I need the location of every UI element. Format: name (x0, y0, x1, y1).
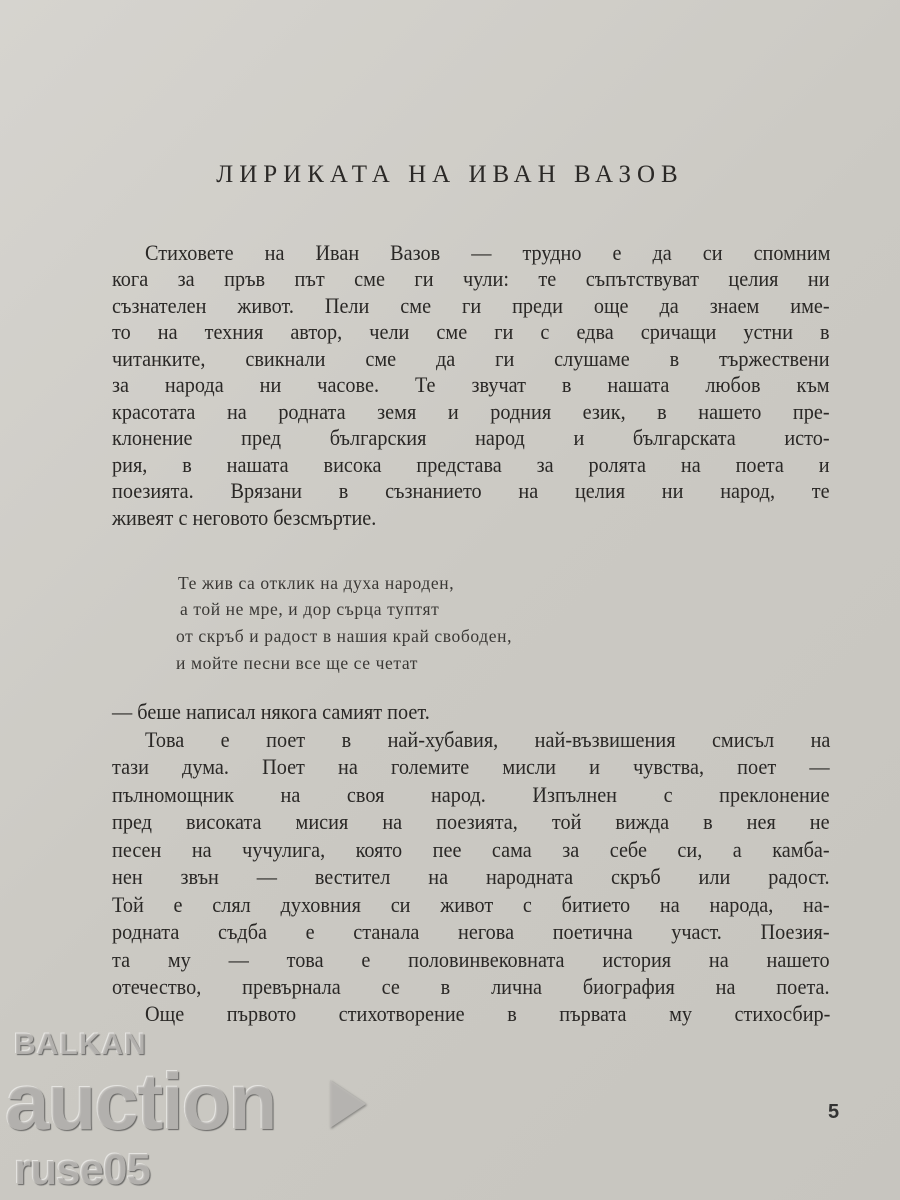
text-line: тази дума. Поет на големите мисли и чувства, поет — (112, 754, 830, 779)
poem-line: от скръб и радост в нашия край свободен, (176, 626, 513, 646)
poem-line: и мойте песни все ще се четат (176, 653, 418, 673)
watermark-ruse05: ruse05 (14, 1145, 150, 1194)
text-line: пълномощник на своя народ. Изпълнен с преклонение (112, 782, 830, 807)
play-triangle-icon (330, 1080, 366, 1128)
poem-line: а той не мре, и дор сърца туптят (180, 599, 440, 619)
text-line: рия, в нашата висока представа за ролята на поета и (112, 452, 830, 477)
watermark-balkan: BALKAN (14, 1028, 147, 1061)
text-line: родната съдба е станала негова поетична участ. Поезия- (112, 919, 830, 944)
watermark-auction: auction (5, 1057, 276, 1146)
text-line: песен на чучулига, която пее сама за себе си, а камба- (112, 837, 830, 862)
text-line: — беше написал някога самият поет. (112, 699, 430, 724)
text-line: поезията. Врязани в съзнанието на целия ни народ, те (112, 478, 830, 503)
text-line: Той е слял духовния си живот с битието на народа, на- (112, 892, 830, 917)
page-number: 5 (828, 1101, 840, 1123)
text-line: съзнателен живот. Пели сме ги преди още да знаем име- (112, 293, 830, 318)
text-line: нен звън — вестител на народната скръб или радост. (112, 864, 830, 889)
text-line: Още първото стихотворение в първата му стихосбир- (145, 1001, 831, 1026)
text-line: за народа ни часове. Те звучат в нашата любов към (112, 372, 830, 397)
poem-line: Те жив са отклик на духа народен, (178, 573, 455, 593)
chapter-title: ЛИРИКАТА НА ИВАН ВАЗОВ (216, 161, 684, 188)
text-line: пред високата мисия на поезията, той вижда в нея не (112, 809, 830, 834)
text-line: Това е поет в най-хубавия, най-възвишения смисъл на (145, 727, 831, 752)
text-line: та му — това е половинвековната история на нашето (112, 947, 830, 972)
text-line: кога за пръв път сме ги чули: те съпътствуват целия ни (112, 266, 830, 291)
text-line: живеят с неговото безсмъртие. (112, 505, 377, 530)
text-line: читанките, свикнали сме да ги слушаме в тържествени (112, 346, 830, 371)
text-line: красотата на родната земя и родния език, в нашето пре- (112, 399, 830, 424)
text-line: то на техния автор, чели сме ги с едва сричащи устни в (112, 319, 830, 344)
text-line: клонение пред българския народ и българската исто- (112, 425, 830, 450)
text-line: отечество, превърнала се в лична биография на поета. (112, 974, 830, 999)
text-line: Стиховете на Иван Вазов — трудно е да си спомним (145, 240, 831, 265)
